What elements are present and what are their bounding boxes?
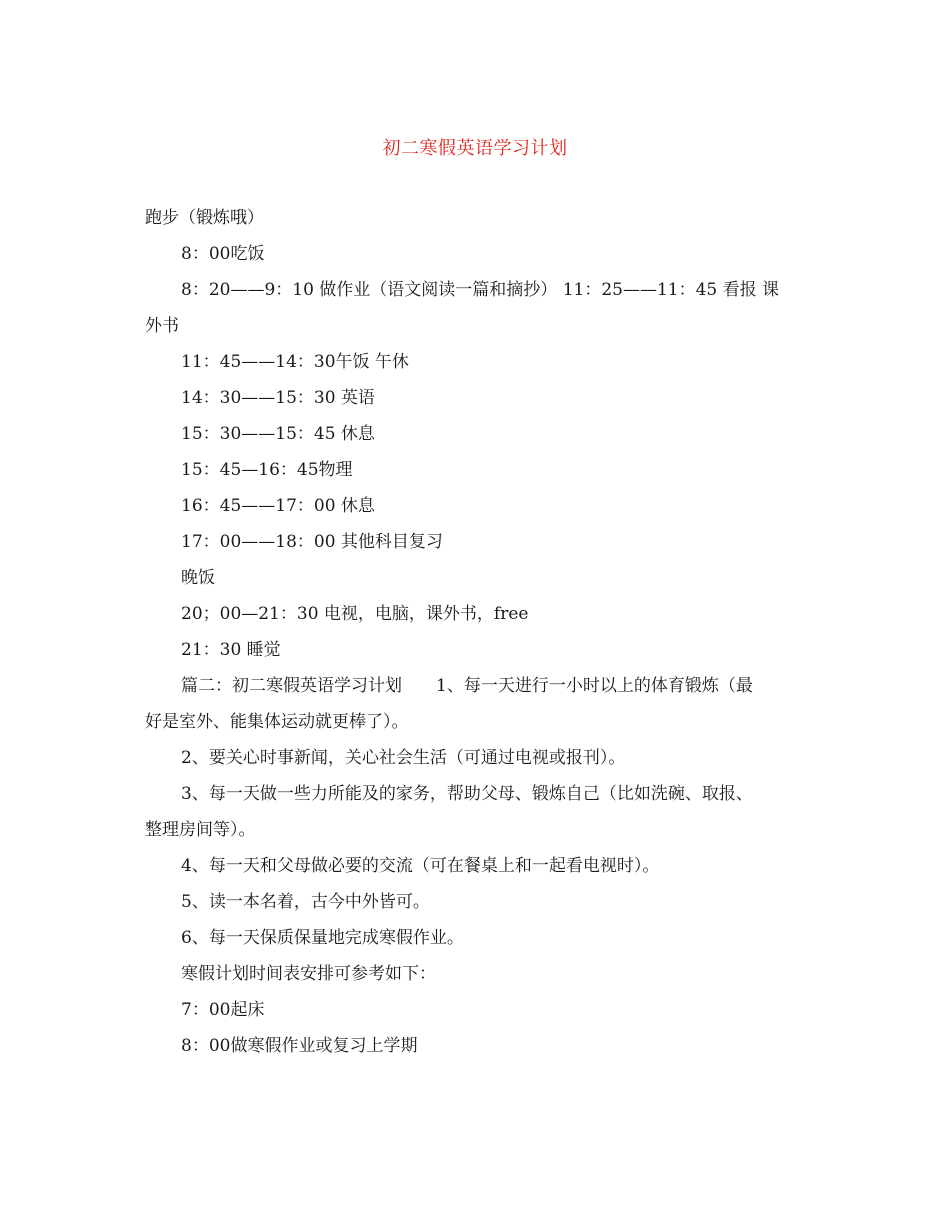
paragraph-line: 晚饭 [181, 568, 215, 588]
paragraph-line: 8：00吃饭 [181, 244, 265, 264]
paragraph-line: 14：30——15：30 英语 [181, 388, 375, 408]
paragraph-line: 11：45——14：30午饭 午休 [181, 352, 409, 372]
paragraph-line: 8：20——9：10 做作业（语文阅读一篇和摘抄） 11：25——11：45 看报 课 [181, 280, 780, 300]
paragraph-line: 篇二：初二寒假英语学习计划 1、每一天进行一小时以上的体育锻炼（最 [181, 676, 753, 696]
paragraph-line: 15：45—16：45物理 [181, 460, 353, 480]
paragraph-line: 整理房间等）。 [145, 820, 256, 840]
paragraph-line: 2、要关心时事新闻，关心社会生活（可通过电视或报刊）。 [181, 748, 626, 768]
document-title: 初二寒假英语学习计划 [382, 138, 568, 159]
paragraph-line: 5、读一本名着，古今中外皆可。 [181, 892, 430, 912]
paragraph-line: 15：30——15：45 休息 [181, 424, 375, 444]
paragraph-line: 4、每一天和父母做必要的交流（可在餐桌上和一起看电视时）。 [181, 856, 660, 876]
paragraph-line: 跑步（锻炼哦） [145, 208, 264, 228]
paragraph-line: 16：45——17：00 休息 [181, 496, 375, 516]
paragraph-line: 7：00起床 [181, 1000, 265, 1020]
paragraph-line: 17：00——18：00 其他科目复习 [181, 532, 443, 552]
paragraph-line: 20；00—21：30 电视，电脑，课外书，free [181, 604, 529, 624]
paragraph-line: 21：30 睡觉 [181, 640, 281, 660]
paragraph-line: 6、每一天保质保量地完成寒假作业。 [181, 928, 464, 948]
paragraph-line: 好是室外、能集体运动就更棒了）。 [145, 712, 409, 732]
paragraph-line: 8：00做寒假作业或复习上学期 [181, 1036, 418, 1056]
paragraph-line: 寒假计划时间表安排可参考如下： [181, 964, 436, 984]
paragraph-line: 外书 [145, 316, 179, 336]
document-body [145, 200, 810, 1064]
paragraph-line: 3、每一天做一些力所能及的家务，帮助父母、锻炼自己（比如洗碗、取报、 [181, 784, 753, 804]
